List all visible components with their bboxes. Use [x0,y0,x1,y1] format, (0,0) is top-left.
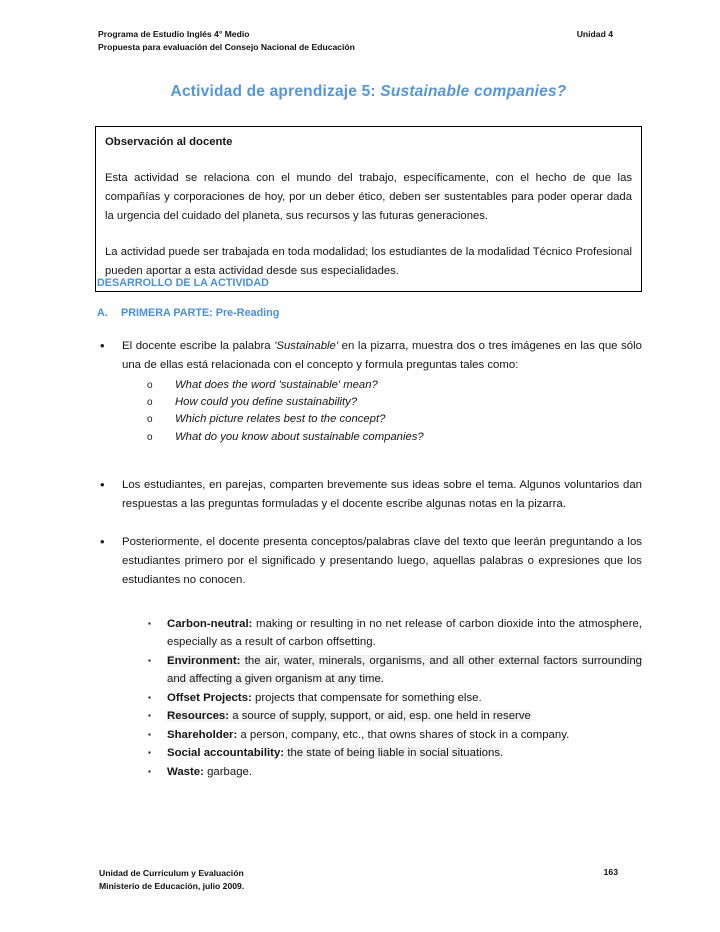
vocab-term: Resources: [167,710,230,723]
vocab-term: Waste: [167,765,204,778]
question-item: o What does the word 'sustainable' mean? [95,377,642,394]
page-number: 163 [603,867,618,877]
activity-content [95,337,642,781]
vocabulary-item [95,707,642,726]
part-a-title: PRIMERA PARTE: Pre-Reading [121,307,280,319]
observation-paragraph-1: Esta actividad se relaciona con el mundo del trabajo, específicamente, con el hecho de que las compañías y corporaciones de hoy, por un deber ético, deben ser sustentables para poder operar dada la urgencia del cuidado del planeta, sus recursos y las futuras generaciones. [105,172,632,222]
vocabulary-item [95,763,642,782]
bullet1-italic-word: 'Sustainable' [274,340,339,352]
vocabulary-item [95,652,642,689]
vocabulary-item [95,726,642,745]
page-footer [99,867,244,893]
vocab-term: Social accountability: [167,747,285,760]
question-item: o Which picture relates best to the concept? [95,411,642,428]
title-emphasis: Sustainable companies? [380,83,567,100]
vocab-definition: a source of supply, support, or aid, esp. one held in reserve [229,710,531,723]
question-item: o How could you define sustainability? [95,394,642,411]
vocabulary-item [95,744,642,763]
title-prefix: Actividad de aprendizaje 5: [170,83,381,100]
question-item: o What do you know about sustainable companies? [95,429,642,446]
page-title [95,83,642,101]
vocabulary-list [95,615,642,782]
vocab-term: Carbon-neutral: [167,617,253,630]
bullet-present-concepts: • Posteriormente, el docente presenta conceptos/palabras clave del texto que leerán preguntando a los estudiantes primero por el significado y presentando luego, aquellas palabras o expresiones que los estudiantes no conocen. [95,533,642,590]
footer-ministry-line: Ministerio de Educación, julio 2009. [99,881,245,891]
vocab-term: Environment: [167,654,241,667]
vocab-definition: the air, water, minerals, organisms, and all other external factors surrounding and affecting a given organism at any time. [167,654,642,686]
spacer [105,226,632,243]
bullet1-text-post: en la pizarra, muestra dos o tres imágenes en las que sólo una de ellas está relacionada con el concepto y formula preguntas tales como: [122,340,642,371]
header-unit-label: Unidad 4 [576,29,613,39]
page-header [98,28,613,54]
header-program-line: Programa de Estudio Inglés 4° Medio [98,29,250,39]
observation-heading: Observación al docente [105,136,233,148]
vocab-definition: a person, company, etc., that owns shares of stock in a company. [237,728,570,741]
vocabulary-item [95,689,642,708]
vocabulary-item [95,615,642,652]
question-list [95,377,642,446]
teacher-observation-box [95,126,642,292]
footer-unit-line: Unidad de Curriculum y Evaluación [99,868,244,878]
header-proposal-line: Propuesta para evaluación del Consejo Nacional de Educación [98,42,355,52]
vocab-definition: garbage. [203,765,253,778]
vocab-definition: making or resulting in no net release of carbon dioxide into the atmosphere, especially as a result of carbon offsetting. [167,617,642,649]
vocab-definition: the state of being liable in social situations. [284,747,504,760]
bullet-introduce-word [95,337,642,375]
vocab-term: Offset Projects: [167,691,252,704]
vocab-definition: projects that compensate for something else. [251,691,482,704]
part-a-letter: A. [97,307,108,319]
bullet1-text-pre: El docente escribe la palabra [122,340,275,352]
part-a-heading [97,307,279,319]
vocab-term: Shareholder: [167,728,238,741]
bullet-share-ideas: • Los estudiantes, en parejas, comparten brevemente sus ideas sobre el tema. Algunos voluntarios dan respuestas a las preguntas formuladas y el docente escribe algunas notas en la pizarra. [95,476,642,514]
development-heading: DESARROLLO DE LA ACTIVIDAD [97,277,269,289]
observation-paragraph-2: La actividad puede ser trabajada en toda modalidad; los estudiantes de la modalidad Técnico Profesional pueden aportar a esta actividad desde sus especialidades. [105,246,632,277]
spacer [105,152,632,169]
